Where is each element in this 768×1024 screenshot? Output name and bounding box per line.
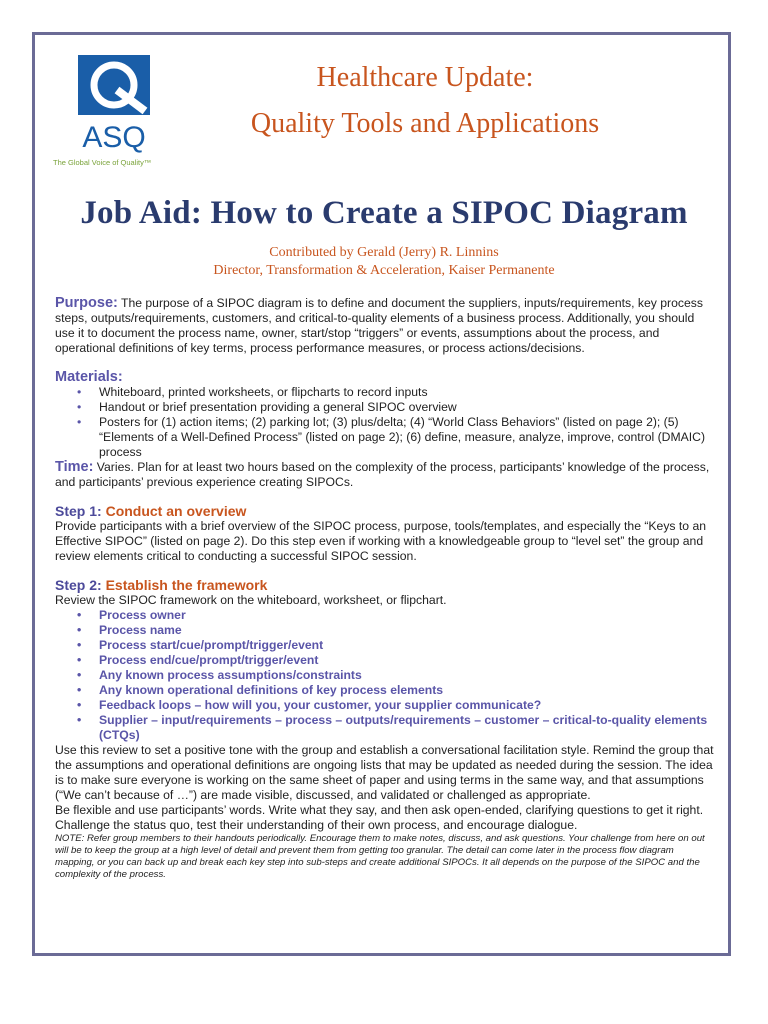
contributor-name: Contributed by Gerald (Jerry) R. Linnins [269, 245, 499, 260]
step1-text: Provide participants with a brief overview of the SIPOC process, purpose, tools/templates, and especially the “Keys to an Effective SIPOC” (listed on page 2). Do this step even if working with a knowledgeable group to “level set” the group and review elements critical to conducting a successful SIPOC session. [55, 519, 707, 563]
materials-heading: Materials: [55, 369, 123, 385]
purpose-section [55, 296, 715, 356]
step2-paragraph-1: Use this review to set a positive tone with the group and establish a conversational facilitation style. Remind the group that the assumptions and operational definitions are ongoing lists that may be updated as needed during the session. The idea is to make sure everyone is working on the same sheet of paper and using terms in the same way, and that assumptions (“We can’t because of …”) are made visible, discussed, and validated or challenged as appropriate. [55, 743, 714, 802]
materials-list [55, 385, 715, 460]
purpose-text: The purpose of a SIPOC diagram is to define and document the suppliers, inputs/requirements, key process steps, outputs/requirements, customers, and critical-to-quality elements of a business process. Additionally, you should use it to document the process name, owner, start/stop “triggers” or events, assumptions about the process, and operational definitions of key terms, process performance measures, or process actions/decisions. [55, 296, 703, 355]
step2-section [55, 578, 715, 833]
list-item: • Posters for (1) action items; (2) parking lot; (3) plus/delta; (4) “World Class Behaviors” (listed on page 2); (5) “Elements of a Well-Defined Process” (listed on page 2); (6) define, measure, analyze, improve, control (DMAIC) process [55, 415, 715, 460]
list-item: • Process start/cue/prompt/trigger/event [55, 638, 715, 653]
time-text: Varies. Plan for at least two hours based on the complexity of the process, participants’ knowledge of the process, and participants’ previous experience creating SIPOCs. [55, 460, 710, 489]
purpose-heading: Purpose: [55, 295, 118, 311]
svg-text:ASQ: ASQ [82, 121, 146, 154]
asq-logo [53, 55, 183, 175]
framework-list [55, 608, 715, 743]
list-item: • Any known operational definitions of key process elements [55, 683, 715, 698]
time-heading: Time: [55, 459, 94, 475]
step1-title: Conduct an overview [105, 503, 247, 519]
header-title-line1: Healthcare Update: [316, 62, 534, 93]
step2-paragraph-2: Be flexible and use participants’ words. Write what they say, and then ask open-ended, clarifying questions to get it right. Challenge the status quo, test their understanding of their own process, and encourage dialogue. [55, 803, 704, 832]
step2-title: Establish the framework [105, 577, 268, 593]
list-item: • Whiteboard, printed worksheets, or flipcharts to record inputs [55, 385, 715, 400]
step2-heading [55, 578, 715, 593]
logo-tagline: The Global Voice of Quality™ [53, 158, 152, 167]
time-section [55, 460, 715, 490]
list-item: • Feedback loops – how will you, your customer, your supplier communicate? [55, 698, 715, 713]
step2-intro: Review the SIPOC framework on the whiteboard, worksheet, or flipchart. [55, 593, 447, 607]
list-item: • Any known process assumptions/constraints [55, 668, 715, 683]
note-text: NOTE: Refer group members to their handouts periodically. Encourage them to make notes, discuss, and ask questions. Your challenge from here on out will be to keep the group at a high level of detail and prevent them from getting too granular. The detail can come later in the process flow diagram mapping, or you can back up and break each key step into sub-steps and create additional SIPOCs. It all depends on the purpose of the SIPOC and the complexity of the process. [55, 833, 705, 880]
list-item: • Process owner [55, 608, 715, 623]
list-item: • Process name [55, 623, 715, 638]
contributor-role: Director, Transformation & Acceleration, Kaiser Permanente [213, 263, 555, 278]
step1-label: Step 1: [55, 503, 102, 519]
list-item: • Process end/cue/prompt/trigger/event [55, 653, 715, 668]
header-title-line2: Quality Tools and Applications [250, 108, 600, 139]
materials-section [55, 370, 715, 460]
page-title: Job Aid: How to Create a SIPOC Diagram [80, 195, 688, 231]
step1-heading [55, 504, 715, 519]
step2-label: Step 2: [55, 577, 102, 593]
step1-section [55, 504, 715, 564]
list-item: • Supplier – input/requirements – process – outputs/requirements – customer – critical-to-quality elements (CTQs) [55, 713, 715, 743]
document-body [55, 296, 715, 881]
list-item: • Handout or brief presentation providing a general SIPOC overview [55, 400, 715, 415]
